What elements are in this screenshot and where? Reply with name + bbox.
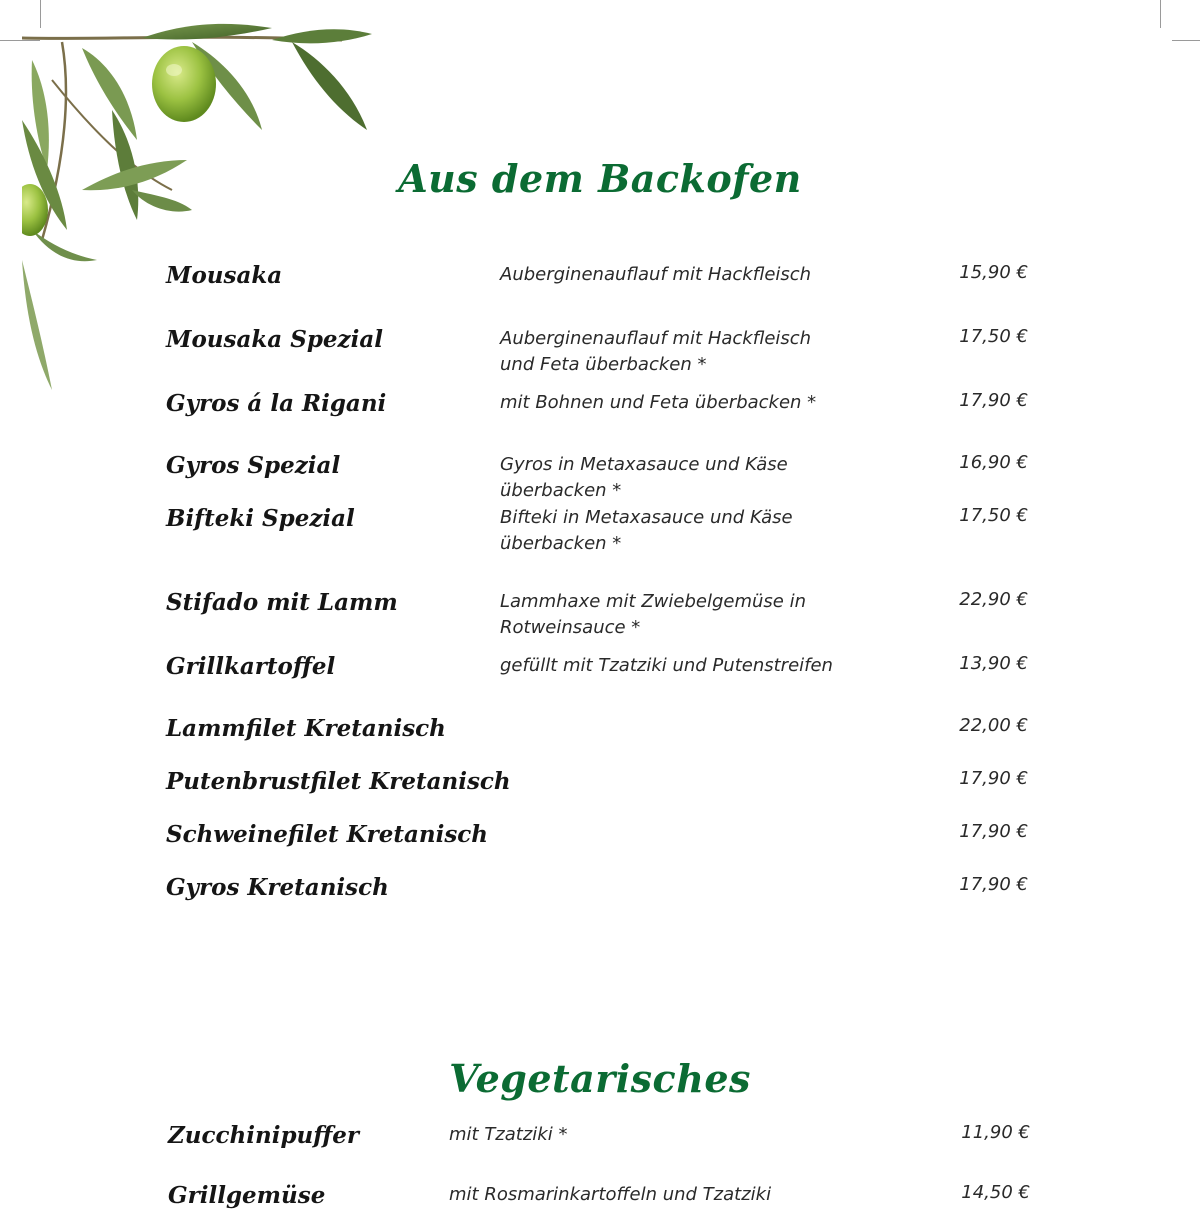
dish-name: Gyros Spezial: [166, 452, 341, 479]
crop-mark-right-v: [1160, 0, 1161, 28]
dish-description: Auberginenauflauf mit Hackfleisch: [500, 264, 812, 285]
dish-name: Grillgemüse: [168, 1182, 326, 1209]
dish-description: gefüllt mit Tzatziki und Putenstreifen: [500, 655, 833, 676]
dish-price: 13,90 €: [959, 653, 1028, 674]
dish-price: 17,50 €: [959, 505, 1028, 526]
crop-mark-right-h: [1172, 40, 1200, 41]
dish-name: Schweinefilet Kretanisch: [166, 821, 488, 848]
dish-description: Lammhaxe mit Zwiebelgemüse in Rotweinsauce *: [500, 591, 806, 638]
dish-name: Grillkartoffel: [166, 653, 336, 680]
dish-price: 17,50 €: [959, 326, 1028, 347]
dish-price: 17,90 €: [959, 390, 1028, 411]
dish-price: 22,00 €: [959, 715, 1028, 736]
dish-name: Gyros á la Rigani: [166, 390, 387, 417]
dish-name: Mousaka Spezial: [166, 326, 383, 353]
dish-name: Bifteki Spezial: [166, 505, 355, 532]
dish-price: 17,90 €: [959, 821, 1028, 842]
dish-price: 16,90 €: [959, 452, 1028, 473]
dish-price: 15,90 €: [959, 262, 1028, 283]
section-title-backofen: Aus dem Backofen: [398, 156, 802, 201]
dish-name: Mousaka: [166, 262, 283, 289]
dish-name: Gyros Kretanisch: [166, 874, 389, 901]
dish-description: mit Tzatziki *: [449, 1124, 568, 1145]
dish-name: Putenbrustfilet Kretanisch: [166, 768, 511, 795]
dish-name: Lammfilet Kretanisch: [166, 715, 446, 742]
dish-price: 17,90 €: [959, 768, 1028, 789]
dish-description: mit Bohnen und Feta überbacken *: [500, 392, 817, 413]
dish-description: Bifteki in Metaxasauce und Käse überbacken *: [500, 507, 793, 554]
dish-description: Gyros in Metaxasauce und Käse überbacken *: [500, 454, 788, 501]
dish-name: Stifado mit Lamm: [166, 589, 398, 616]
dish-price: 22,90 €: [959, 589, 1028, 610]
dish-price: 14,50 €: [961, 1182, 1030, 1203]
dish-price: 11,90 €: [961, 1122, 1030, 1143]
dish-price: 17,90 €: [959, 874, 1028, 895]
dish-description: Auberginenauflauf mit Hackfleisch und Feta überbacken *: [500, 328, 812, 375]
dish-name: Zucchinipuffer: [168, 1122, 360, 1149]
section-title-vegetarisches: Vegetarisches: [449, 1056, 751, 1101]
dish-description: mit Rosmarinkartoffeln und Tzatziki: [449, 1184, 772, 1205]
